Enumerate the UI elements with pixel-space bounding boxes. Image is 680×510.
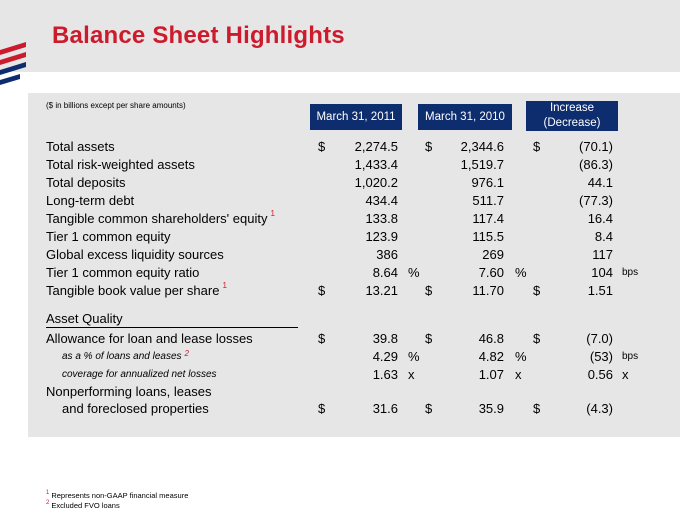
row-label: Total risk-weighted assets	[46, 157, 195, 172]
footnote-marker: 1	[222, 281, 227, 290]
section-underline	[46, 327, 298, 328]
page-title: Balance Sheet Highlights	[52, 22, 345, 49]
value-2010: 976.1	[471, 175, 504, 190]
value-2011: 1,020.2	[354, 175, 398, 190]
table-row	[0, 157, 680, 175]
column-header-increase-decrease: Increase (Decrease)	[526, 101, 618, 131]
value-change: 1.51	[587, 283, 613, 298]
unit-suffix: bps	[622, 351, 639, 362]
value-2011: 386	[376, 247, 398, 262]
row-label: Tier 1 common equity ratio	[46, 265, 200, 280]
value-2010: 1,519.7	[460, 157, 504, 172]
unit-suffix: x	[408, 367, 415, 382]
value-2010: 35.9	[478, 401, 504, 416]
column-header-march-2010: March 31, 2010	[418, 104, 512, 130]
row-label: as a % of loans and leases $^2$	[62, 349, 189, 362]
footnote-marker: 1	[270, 209, 275, 218]
row-label: Nonperforming loans, leases	[46, 384, 212, 399]
value-change: (4.3)	[586, 401, 613, 416]
value-change: 0.56	[587, 367, 613, 382]
value-2011: 4.29	[372, 349, 398, 364]
footnote: $^2$ Excluded FVO loans	[46, 500, 120, 510]
value-change: (77.3)	[579, 193, 613, 208]
value-change: 44.1	[587, 175, 613, 190]
table-row	[0, 211, 680, 229]
unit-suffix: %	[515, 265, 527, 280]
row-label: Allowance for loan and lease losses	[46, 331, 253, 346]
value-2011: 434.4	[365, 193, 398, 208]
value-2010: 511.7	[472, 193, 504, 208]
row-label: Tier 1 common equity	[46, 229, 171, 244]
table-row	[0, 367, 680, 385]
row-label: Tangible common shareholders' equity $^1$	[46, 209, 275, 226]
row-label: Global excess liquidity sources	[46, 247, 224, 262]
value-2010: 4.82	[478, 349, 504, 364]
unit-suffix: %	[408, 349, 420, 364]
value-2010: 11.70	[472, 283, 504, 298]
row-label: Total deposits	[46, 175, 126, 190]
table-row: Total assets $ 2,274.5 $ 2,344.6 $ (70.1)	[46, 139, 613, 154]
row-label: Long-term debt	[46, 193, 135, 208]
value-2010: 269	[482, 247, 504, 262]
value-2010: 117.4	[472, 211, 504, 226]
table-row	[0, 349, 680, 367]
value-2011: 1,433.4	[354, 157, 398, 172]
value-2011: 13.21	[365, 283, 398, 298]
table-row	[0, 175, 680, 193]
value-change: 117	[592, 247, 613, 262]
value-2011: 1.63	[372, 367, 398, 382]
table-row	[0, 265, 680, 283]
table-row: Tangible book value per share $^1$ $ 13.21 $ 11.70 $ 1.51	[46, 281, 613, 298]
units-note: ($ in billions except per share amounts)	[46, 101, 186, 110]
table-row	[0, 193, 680, 211]
unit-suffix: bps	[622, 267, 639, 278]
unit-suffix: %	[408, 265, 420, 280]
table-row: and foreclosed properties $ 31.6 $ 35.9 $ (4.3)	[62, 401, 613, 416]
value-change: 16.4	[587, 211, 613, 226]
value-change: (53)	[589, 349, 613, 364]
value-2011: 39.8	[372, 331, 398, 346]
column-header-march-2011: March 31, 2011	[310, 104, 402, 130]
value-2010: 46.8	[478, 331, 504, 346]
unit-suffix: x	[622, 367, 629, 382]
value-2010: 7.60	[478, 265, 504, 280]
value-change: 8.4	[594, 229, 613, 244]
row-label: Total assets	[46, 139, 115, 154]
value-2010: 2,344.6	[460, 139, 504, 154]
value-2011: 123.9	[365, 229, 398, 244]
row-label: coverage for annualized net losses	[62, 369, 217, 380]
row-label: and foreclosed properties	[62, 401, 209, 416]
value-2010: 1.07	[478, 367, 504, 382]
value-change: (86.3)	[579, 157, 613, 172]
table-row	[0, 384, 680, 402]
footnote: $^1$ Represents non-GAAP financial measure	[46, 490, 189, 500]
value-2011: 31.6	[372, 401, 398, 416]
table-row: Allowance for loan and lease losses $ 39.8 $ 46.8 $ (7.0)	[46, 331, 613, 346]
row-label: Tangible book value per share $^1$	[46, 281, 227, 298]
value-2011: 133.8	[365, 211, 398, 226]
table-row	[0, 229, 680, 247]
table-row	[0, 247, 680, 265]
flag-logo-icon	[0, 40, 28, 100]
value-change: 104	[591, 265, 613, 280]
section-heading-asset-quality: Asset Quality	[46, 311, 123, 326]
value-change: (7.0)	[586, 331, 613, 346]
value-2011: 8.64	[372, 265, 398, 280]
value-2010: 115.5	[472, 229, 504, 244]
unit-suffix: %	[515, 349, 527, 364]
value-change: (70.1)	[579, 139, 613, 154]
unit-suffix: x	[515, 367, 522, 382]
value-2011: 2,274.5	[354, 139, 398, 154]
footnote-marker: 2	[184, 349, 189, 358]
